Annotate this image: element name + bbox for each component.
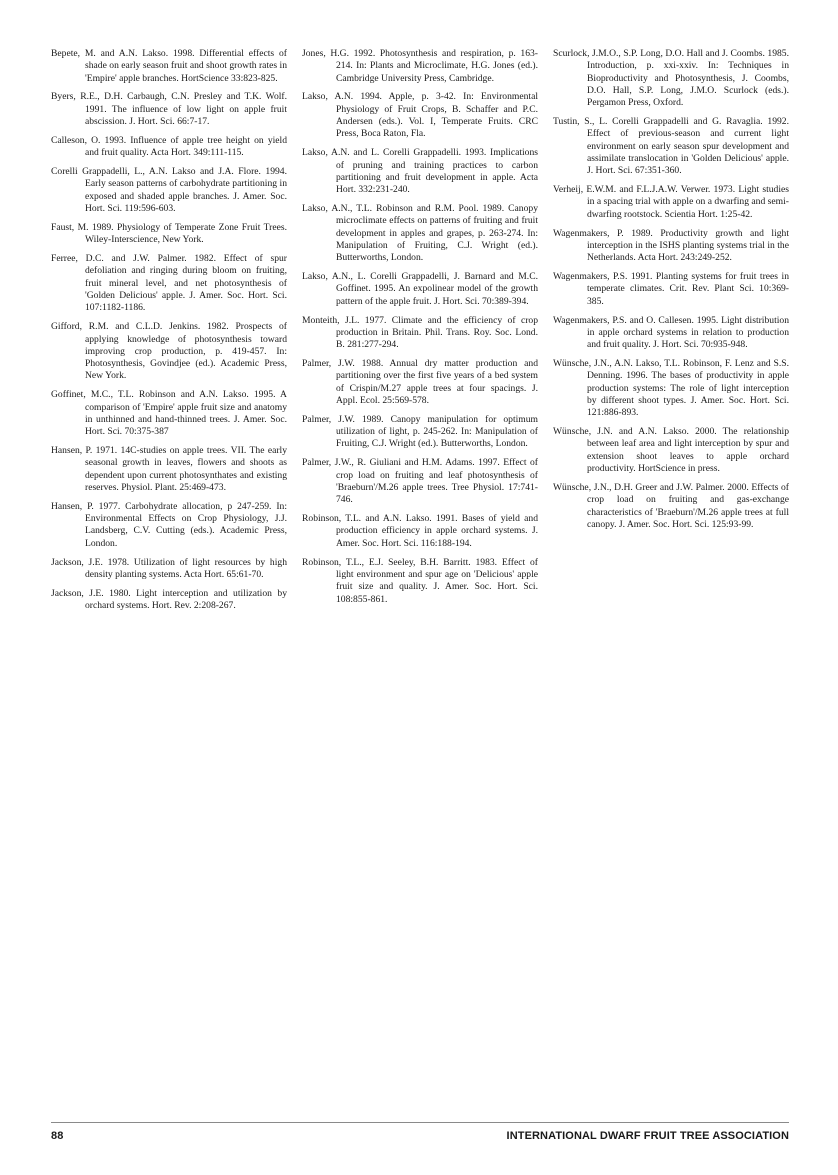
reference-entry: Wagenmakers, P.S. and O. Callesen. 1995. Light distribution in apple orchard systems in relation to production and fruit quality. J. Hort. Sci. 70:935-948.: [553, 314, 789, 351]
reference-entry: Wagenmakers, P. 1989. Productivity growth and light interception in the ISHS planting systems trial in the Netherlands. Acta Hort. 243:249-252.: [553, 227, 789, 264]
reference-column-1: [51, 48, 287, 1108]
reference-entry: Palmer, J.W., R. Giuliani and H.M. Adams. 1997. Effect of crop load on fruiting and leaf photosynthesis of 'Braeburn'/M.26 apple trees. Tree Physiol. 17:741-746.: [302, 457, 538, 506]
reference-entry: Palmer, J.W. 1989. Canopy manipulation for optimum utilization of light, p. 245-262. In: Manipulation of Fruiting, C.J. Wright (ed.). Butterworths, London.: [302, 413, 538, 450]
reference-column-2: [302, 48, 538, 1108]
reference-entry: Lakso, A.N. 1994. Apple, p. 3-42. In: Environmental Physiology of Fruit Crops, B. Schaffer and P.C. Andersen (eds.). Vol. I, Temperate Fruits. CRC Press, Boca Raton, Fla.: [302, 91, 538, 140]
reference-entry: Wünsche, J.N., A.N. Lakso, T.L. Robinson, F. Lenz and S.S. Denning. 1996. The bases of productivity in apple production systems: The role of light interception by different shoot types. J. Amer. Soc. Hort. Sci. 121:886-893.: [553, 358, 789, 419]
reference-entry: Robinson, T.L. and A.N. Lakso. 1991. Bases of yield and production efficiency in apple orchard systems. J. Amer. Soc. Hort. Sci. 116:188-194.: [302, 513, 538, 549]
reference-entry: Calleson, O. 1993. Influence of apple tree height on yield and fruit quality. Acta Hort. 349:111-115.: [51, 134, 287, 159]
reference-entry: Lakso, A.N. and L. Corelli Grappadelli. 1993. Implications of pruning and training practices to carbon partitioning and fruit development in apple. Acta Hort. 332:231-240.: [302, 147, 538, 196]
reference-entry: Faust, M. 1989. Physiology of Temperate Zone Fruit Trees. Wiley-Interscience, New York.: [51, 221, 287, 246]
reference-entry: Robinson, T.L., E.J. Seeley, B.H. Barritt. 1983. Effect of light environment and spur age on 'Delicious' apple fruit size and quality. J. Amer. Soc. Hort. Sci. 108:855-861.: [302, 556, 538, 605]
footer-divider: [51, 1122, 789, 1123]
reference-entry: Byers, R.E., D.H. Carbaugh, C.N. Presley and T.K. Wolf. 1991. The influence of low light on apple fruit abscission. J. Hort. Sci. 66:7-17.: [51, 91, 287, 128]
reference-entry: Palmer, J.W. 1988. Annual dry matter production and partitioning over the first five years of a bed system of Crispin/M.27 apple trees at four spacings. J. Appl. Ecol. 25:569-578.: [302, 358, 538, 406]
reference-entry: Tustin, S., L. Corelli Grappadelli and G. Ravaglia. 1992. Effect of previous-season and current light environment on early season spur development and assimilate translocation in 'Golden Delicious' apple. J. Hort. Sci. 67:351-360.: [553, 116, 789, 177]
reference-entry: Scurlock, J.M.O., S.P. Long, D.O. Hall and J. Coombs. 1985. Introduction, p. xxi-xxiv. In: Techniques in Bioproductivity and Photosynthesis, J. Coombs, D.O. Hall, S.P. Long, J.M.O. Scurlock (eds.). Pergamon Press, Oxford.: [553, 48, 789, 109]
reference-entry: Ferree, D.C. and J.W. Palmer. 1982. Effect of spur defoliation and ringing during bloom on fruiting, fruit mineral level, and net photosynthesis of 'Golden Delicious' apple. J. Amer. Soc. Hort. Sci. 107:1182-1186.: [51, 253, 287, 314]
reference-entry: Verheij, E.W.M. and F.L.J.A.W. Verwer. 1973. Light studies in a spacing trial with apple on a dwarfing and semi-dwarfing rootstock. Scientia Hort. 1:25-42.: [553, 184, 789, 220]
reference-entry: Corelli Grappadelli, L., A.N. Lakso and J.A. Flore. 1994. Early season patterns of carbohydrate partitioning in exposed and shaded apple branches. J. Amer. Soc. Hort. Sci. 119:596-603.: [51, 166, 287, 215]
reference-entry: Gifford, R.M. and C.L.D. Jenkins. 1982. Prospects of applying knowledge of photosynthesis toward improving crop production, p. 419-457. In: Photosynthesis, Govindjee (ed.). Academic Press, New York.: [51, 321, 287, 382]
reference-entry: Lakso, A.N., T.L. Robinson and R.M. Pool. 1989. Canopy microclimate effects on patterns of fruiting and fruit development in apples and grapes, p. 263-274. In: Manipulation of Fruiting, C.J. Wright (ed.). Butterworths, London.: [302, 203, 538, 264]
reference-entry: Jackson, J.E. 1978. Utilization of light resources by high density planting systems. Acta Hort. 65:61-70.: [51, 556, 287, 580]
page-number: 88: [51, 1130, 64, 1142]
reference-entry: Monteith, J.L. 1977. Climate and the efficiency of crop production in Britain. Phil. Trans. Roy. Soc. Lond. B. 281:277-294.: [302, 314, 538, 351]
reference-entry: Wünsche, J.N. and A.N. Lakso. 2000. The relationship between leaf area and light interception by spur and extension shoot leaves to apple orchard productivity. HortScience in press.: [553, 426, 789, 475]
references-section: [51, 48, 789, 1108]
reference-entry: Lakso, A.N., L. Corelli Grappadelli, J. Barnard and M.C. Goffinet. 1995. An expolinear model of the growth pattern of the apple fruit. J. Hort. Sci. 70:389-394.: [302, 271, 538, 307]
reference-entry: Bepete, M. and A.N. Lakso. 1998. Differential effects of shade on early season fruit and shoot growth rates in 'Empire' apple branches. HortScience 33:823-825.: [51, 48, 287, 84]
reference-column-3: [553, 48, 789, 1108]
reference-entry: Hansen, P. 1977. Carbohydrate allocation, p 247-259. In: Environmental Effects on Crop Physiology, J.J. Landsberg, C.V. Cutting (eds.). Academic Press, London.: [51, 500, 287, 549]
reference-entry: Hansen, P. 1971. 14C-studies on apple trees. VII. The early seasonal growth in leaves, flowers and shoots as dependent upon current photosynthates and existing reserves. Physiol. Plant. 25:469-473.: [51, 445, 287, 493]
journal-title: INTERNATIONAL DWARF FRUIT TREE ASSOCIATION: [506, 1130, 789, 1142]
reference-entry: Jones, H.G. 1992. Photosynthesis and respiration, p. 163-214. In: Plants and Microclimate, H.G. Jones (ed.). Cambridge University Press, Cambridge.: [302, 48, 538, 84]
reference-entry: Jackson, J.E. 1980. Light interception and utilization by orchard systems. Hort. Rev. 2:208-267.: [51, 587, 287, 612]
reference-entry: Wagenmakers, P.S. 1991. Planting systems for fruit trees in temperate climates. Crit. Rev. Plant Sci. 10:369-385.: [553, 271, 789, 307]
page-footer: [51, 1130, 789, 1142]
reference-entry: Goffinet, M.C., T.L. Robinson and A.N. Lakso. 1995. A comparison of 'Empire' apple fruit size and anatomy in unthinned and hand-thinned trees. J. Amer. Soc. Hort. Sci. 70:375-387: [51, 389, 287, 438]
reference-entry: Wünsche, J.N., D.H. Greer and J.W. Palmer. 2000. Effects of crop load on fruiting and gas-exchange characteristics of 'Braeburn'/M.26 apple trees at full canopy. J. Amer. Soc. Hort. Sci. 125:93-99.: [553, 481, 789, 530]
